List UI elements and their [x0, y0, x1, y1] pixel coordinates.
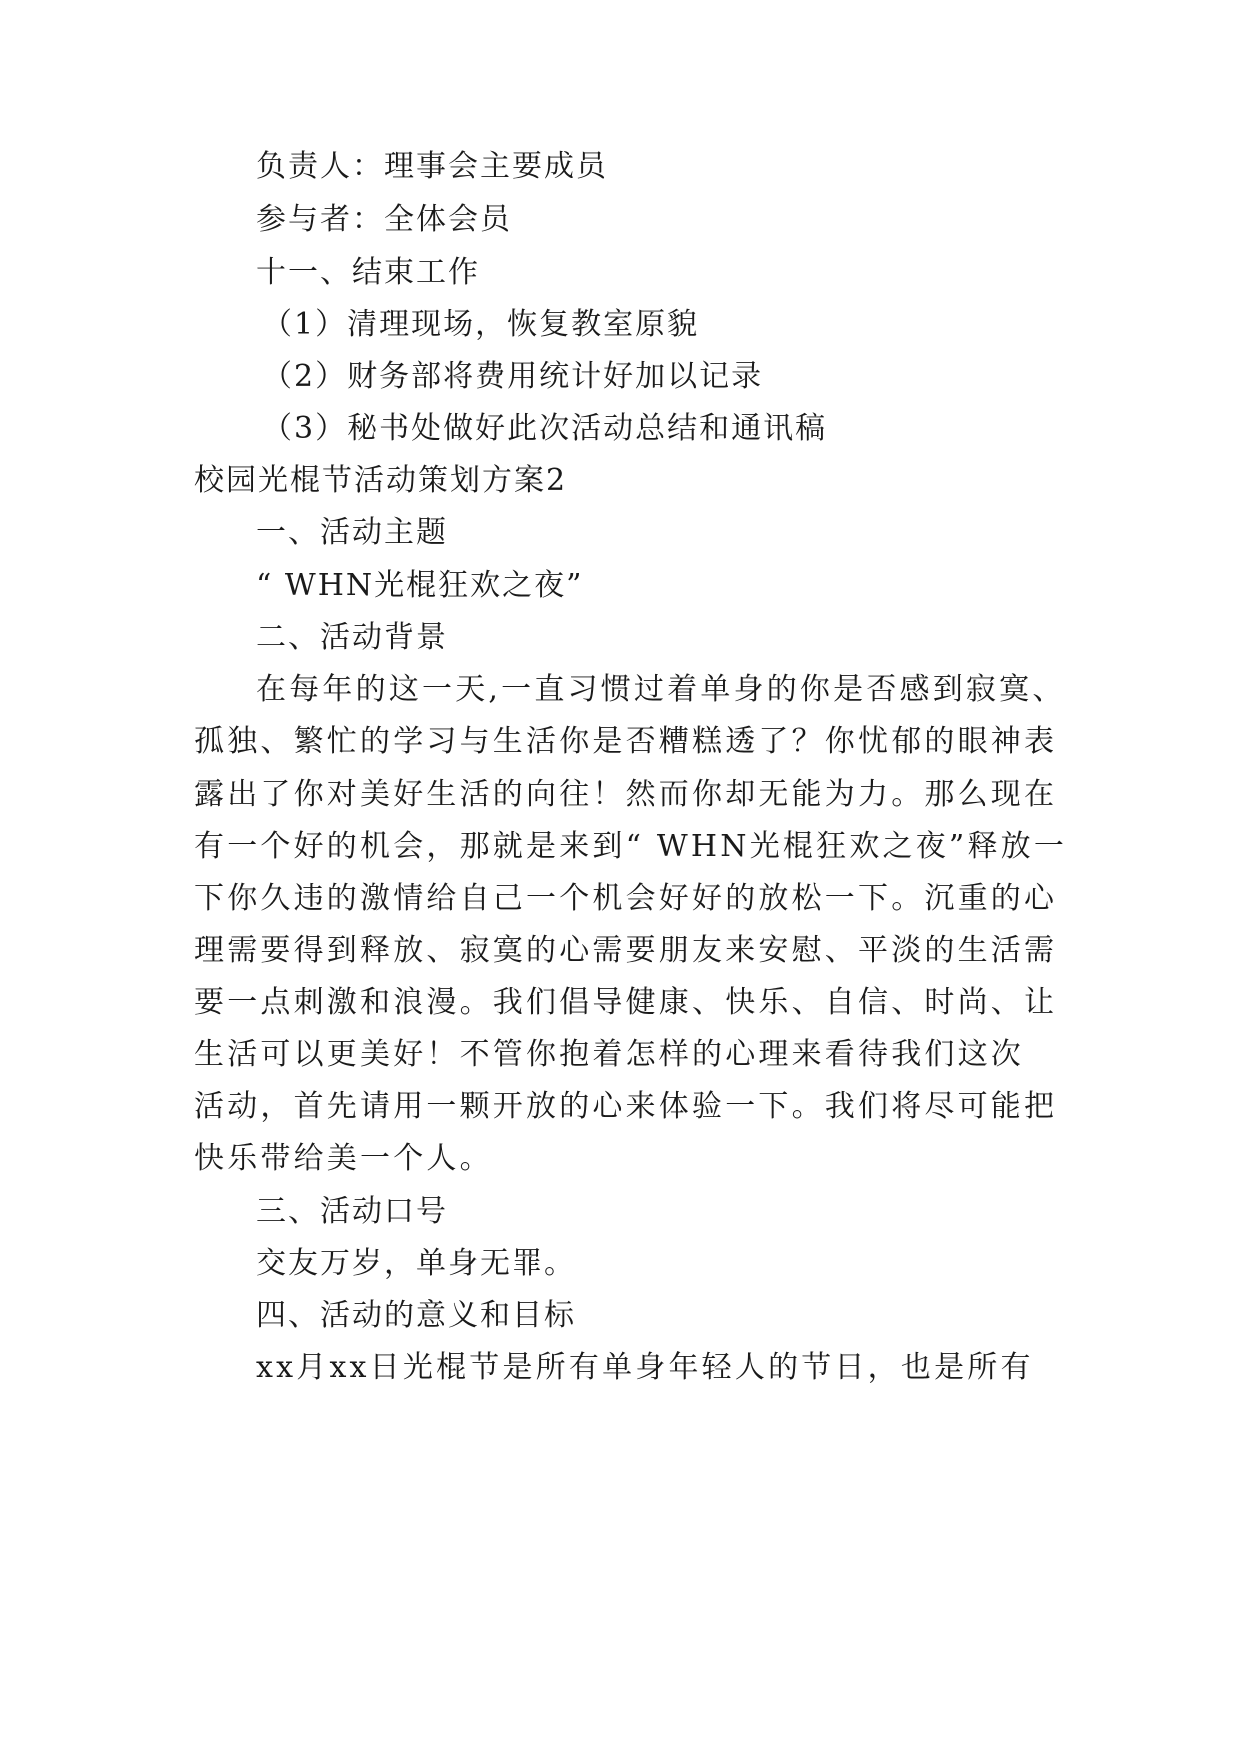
paragraph-line-9: 活动，首先请用一颗开放的心来体验一下。我们将尽可能把	[194, 1089, 1058, 1124]
participants-line: 参与者：全体会员	[256, 202, 512, 237]
paragraph-line-5: 下你久违的激情给自己一个机会好好的放松一下。沉重的心	[194, 881, 1058, 916]
paragraph-line-10: 快乐带给美一个人。	[194, 1141, 493, 1176]
section-heading-slogan: 三、活动口号	[256, 1194, 448, 1229]
paragraph-line-2: 孤独、繁忙的学习与生活你是否糟糕透了？你忧郁的眼神表	[194, 724, 1058, 759]
paragraph-line-6: 理需要得到释放、寂寞的心需要朋友来安慰、平淡的生活需	[194, 933, 1058, 968]
list-item-2: （2）财务部将费用统计好加以记录	[262, 359, 764, 394]
theme-text: “ WHN光棍狂欢之夜”	[256, 568, 584, 603]
goals-paragraph-line-1: xx月xx日光棍节是所有单身年轻人的节日，也是所有	[256, 1350, 1034, 1385]
paragraph-line-1: 在每年的这一天,一直习惯过着单身的你是否感到寂寞、	[256, 672, 1066, 707]
paragraph-line-4: 有一个好的机会，那就是来到“ WHN光棍狂欢之夜”释放一	[194, 829, 1068, 864]
document-title-2: 校园光棍节活动策划方案2	[194, 463, 568, 498]
slogan-text: 交友万岁，单身无罪。	[256, 1246, 576, 1281]
section-heading-closing-work: 十一、结束工作	[256, 255, 480, 290]
paragraph-line-7: 要一点刺激和浪漫。我们倡导健康、快乐、自信、时尚、让	[194, 985, 1058, 1020]
section-heading-goals: 四、活动的意义和目标	[256, 1298, 576, 1333]
list-item-1: （1）清理现场，恢复教室原貌	[262, 307, 700, 342]
section-heading-theme: 一、活动主题	[256, 515, 448, 550]
paragraph-line-3: 露出了你对美好生活的向往！然而你却无能为力。那么现在	[194, 777, 1058, 812]
section-heading-background: 二、活动背景	[256, 620, 448, 655]
responsible-person-line: 负责人：理事会主要成员	[256, 149, 608, 184]
list-item-3: （3）秘书处做好此次活动总结和通讯稿	[262, 411, 828, 446]
paragraph-line-8: 生活可以更美好！不管你抱着怎样的心理来看待我们这次	[194, 1037, 1024, 1072]
